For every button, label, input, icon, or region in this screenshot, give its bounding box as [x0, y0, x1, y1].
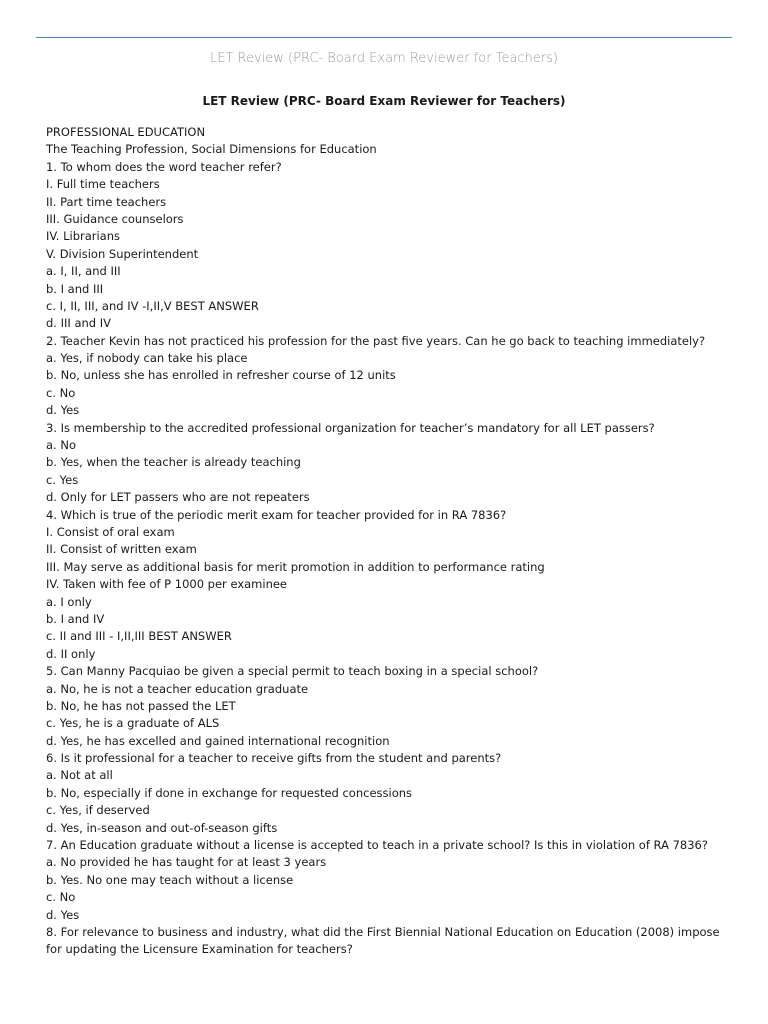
text-line: d. Yes, he has excelled and gained international recognition [46, 733, 390, 748]
text-line: II. Consist of written exam [46, 542, 197, 557]
text-line: 4. Which is true of the periodic merit exam for teacher provided for in RA 7836? [46, 507, 507, 522]
text-line: 5. Can Manny Pacquiao be given a special permit to teach boxing in a special school? [46, 664, 539, 679]
text-line: d. III and IV [46, 316, 111, 331]
text-line: a. Not at all [46, 768, 113, 783]
text-line: for updating the Licensure Examination for teachers? [46, 942, 353, 957]
text-line: II. Part time teachers [46, 194, 167, 209]
text-line: III. May serve as additional basis for merit promotion in addition to performance rating [46, 559, 545, 574]
text-line: c. No [46, 890, 76, 905]
text-line: 3. Is membership to the accredited professional organization for teacher’s mandatory for all LET passers? [46, 420, 655, 435]
document-title: LET Review (PRC- Board Exam Reviewer for Teachers) [202, 94, 566, 108]
text-line: I. Full time teachers [46, 177, 160, 192]
header-rule [36, 37, 732, 38]
text-line: 2. Teacher Kevin has not practiced his profession for the past five years. Can he go back to teaching immediately? [46, 333, 706, 348]
text-line: d. Yes, in-season and out-of-season gifts [46, 820, 278, 835]
text-line: d. Yes [46, 403, 80, 418]
text-line: c. Yes, he is a graduate of ALS [46, 716, 220, 731]
text-line: 7. An Education graduate without a license is accepted to teach in a private school? Is this in violation of RA 7836? [46, 838, 708, 853]
text-line: 8. For relevance to business and industry, what did the First Biennial National Education on Education (2008) impose [46, 924, 720, 939]
text-line: 1. To whom does the word teacher refer? [46, 159, 282, 174]
text-line: III. Guidance counselors [46, 211, 184, 226]
text-line: d. Yes [46, 907, 80, 922]
text-line: b. I and III [46, 281, 104, 296]
text-line: IV. Taken with fee of P 1000 per examinee [46, 577, 288, 592]
text-line: b. No, unless she has enrolled in refresher course of 12 units [46, 368, 396, 383]
text-line: IV. Librarians [46, 229, 121, 244]
text-line: PROFESSIONAL EDUCATION [46, 125, 206, 139]
text-line: c. I, II, III, and IV -I,II,V BEST ANSWER [46, 298, 259, 313]
text-line: a. No, he is not a teacher education graduate [46, 681, 309, 696]
text-line: c. Yes, if deserved [46, 803, 150, 818]
text-line: d. II only [46, 646, 96, 661]
text-line: a. Yes, if nobody can take his place [46, 351, 248, 366]
text-line: 6. Is it professional for a teacher to receive gifts from the student and parents? [46, 751, 502, 766]
running-header: LET Review (PRC- Board Exam Reviewer for Teachers) [210, 51, 558, 66]
text-line: b. Yes, when the teacher is already teaching [46, 455, 301, 470]
text-line: V. Division Superintendent [46, 246, 199, 261]
text-line: b. No, he has not passed the LET [46, 698, 236, 713]
text-line: I. Consist of oral exam [46, 524, 175, 539]
text-line: The Teaching Profession, Social Dimensions for Education [46, 142, 377, 157]
text-line: c. No [46, 385, 76, 400]
text-line: b. No, especially if done in exchange for requested concessions [46, 785, 413, 800]
text-line: a. I only [46, 594, 92, 609]
text-line: c. Yes [46, 472, 79, 487]
text-line: b. Yes. No one may teach without a license [46, 872, 294, 887]
document-body [46, 124, 736, 959]
text-line: c. II and III - I,II,III BEST ANSWER [46, 629, 232, 644]
text-line: a. I, II, and III [46, 264, 121, 279]
text-line: b. I and IV [46, 611, 105, 626]
text-line: a. No provided he has taught for at least 3 years [46, 855, 327, 870]
text-line: d. Only for LET passers who are not repeaters [46, 490, 310, 505]
text-line: a. No [46, 438, 76, 453]
